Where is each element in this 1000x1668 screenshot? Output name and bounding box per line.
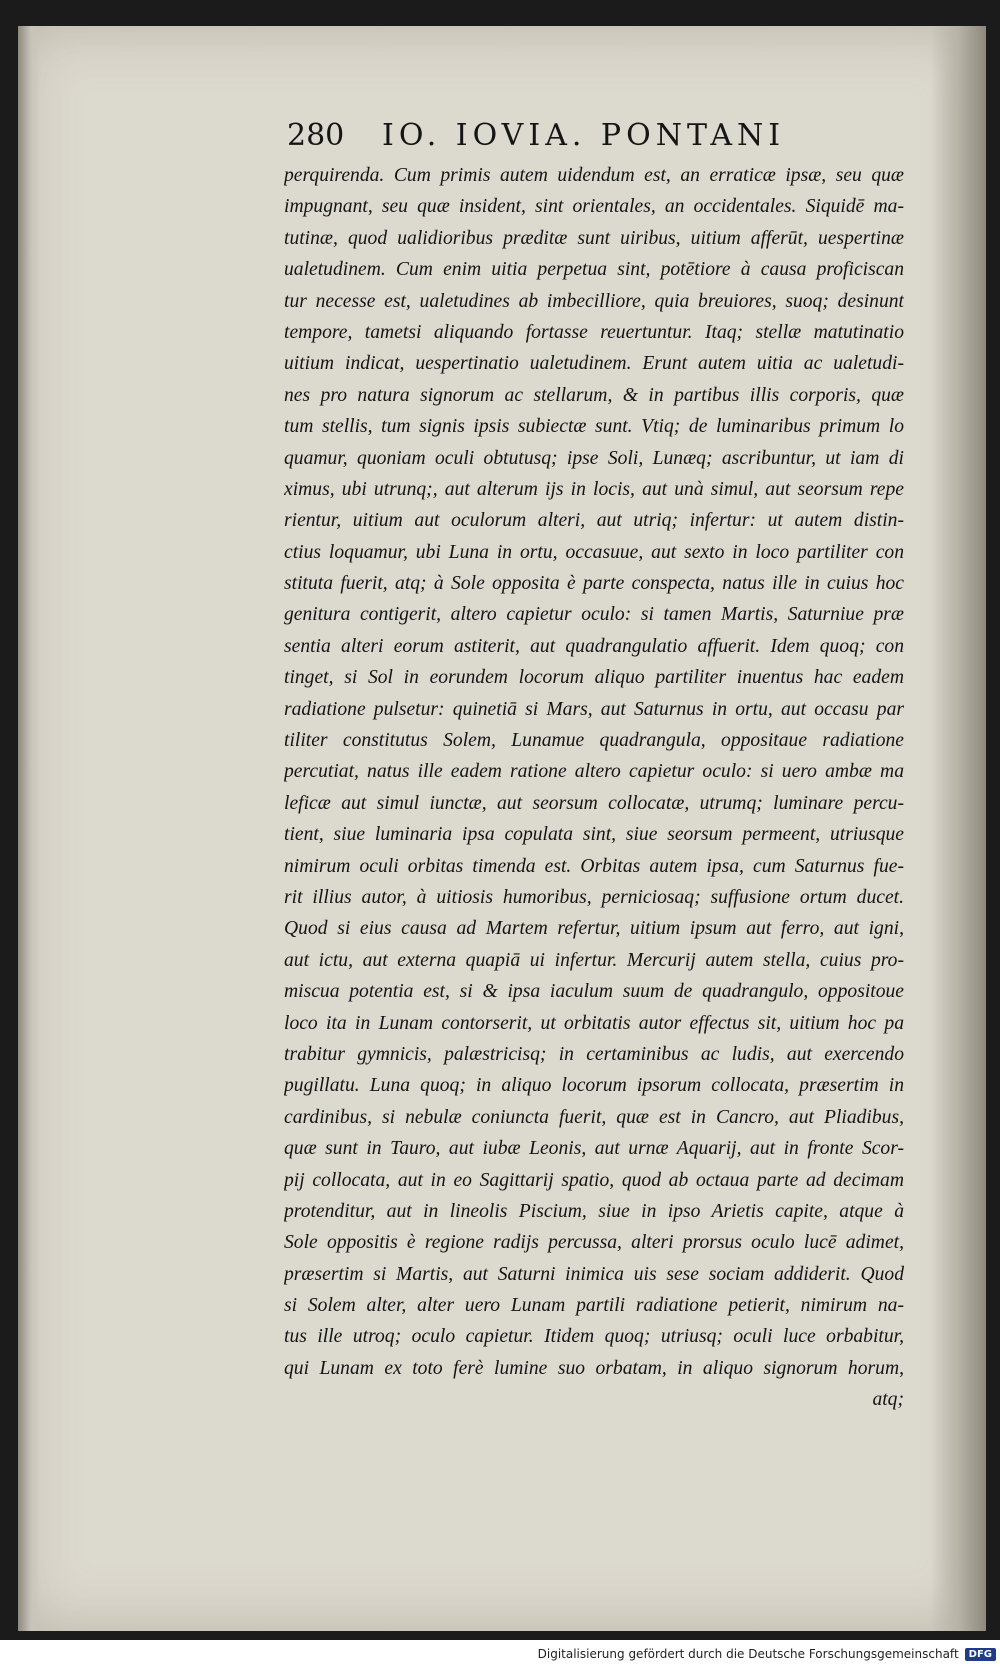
- text-line: percutiat, natus ille eadem ratione altero capietur oculo: si uero ambæ ma: [284, 761, 904, 783]
- page-header: [287, 114, 847, 156]
- text-line: pugillatu. Luna quoq; in aliquo locorum ipsorum collocata, præsertim in: [284, 1075, 904, 1097]
- text-line: nimirum oculi orbitas timenda est. Orbitas autem ipsa, cum Saturnus fue-: [284, 855, 904, 877]
- text-line: aut ictu, aut externa quapiā ui infertur. Mercurij autem stella, cuius pro-: [284, 949, 904, 971]
- text-line: uitium indicat, uespertinatio ualetudinem. Erunt autem uitia ac ualetudi-: [284, 353, 904, 375]
- text-line: miscua potentia est, si & ipsa iaculum suum de quadrangulo, oppositoue: [284, 981, 904, 1003]
- text-line: genitura contigerit, altero capietur oculo: si tamen Martis, Saturniue præ: [284, 604, 904, 626]
- text-line: tempore, tametsi aliquando fortasse reuertuntur. Itaq; stellæ matutinatio: [284, 321, 904, 343]
- text-line: si Solem alter, alter uero Lunam partili radiatione petierit, nimirum na-: [284, 1295, 904, 1317]
- text-line: cardinibus, si nebulæ coniuncta fuerit, quæ est in Cancro, aut Pliadibus,: [284, 1106, 904, 1128]
- text-line: sentia alteri eorum astiterit, aut quadrangulatio affuerit. Idem quoq; con: [284, 635, 904, 657]
- text-line: tient, siue luminaria ipsa copulata sint, siue seorsum permeent, utriusque: [284, 824, 904, 846]
- page-edge-shadow: [930, 26, 986, 1631]
- text-line: rit illius autor, à uitiosis humoribus, perniciosaq; suffusione ortum ducet.: [284, 886, 904, 908]
- text-line: radiatione pulsetur: quinetiā si Mars, aut Saturnus in ortu, aut occasu par: [284, 698, 904, 720]
- text-line: Sole oppositis è regione radijs percussa, alteri prorsus oculo lucē adimet,: [284, 1232, 904, 1254]
- text-line: impugnant, seu quæ insident, sint orientales, an occidentales. Siquidē ma-: [284, 196, 904, 218]
- running-head: IO. IOVIA. PONTANI: [382, 117, 786, 153]
- text-line: trabitur gymnicis, palæstricisq; in certaminibus ac ludis, aut exercendo: [284, 1043, 904, 1065]
- text-line: præsertim si Martis, aut Saturni inimica uis sese sociam addiderit. Quod: [284, 1263, 904, 1285]
- text-line: nes pro natura signorum ac stellarum, & in partibus illis corporis, quæ: [284, 384, 904, 406]
- page-gutter-shadow: [18, 26, 40, 1631]
- text-line: quæ sunt in Tauro, aut iubæ Leonis, aut urnæ Aquarij, aut in fronte Scor-: [284, 1138, 904, 1160]
- text-line: tinget, si Sol in eorundem locorum aliquo partiliter inuentus hac eadem: [284, 667, 904, 689]
- text-line: qui Lunam ex toto ferè lumine suo orbatam, in aliquo signorum horum,: [284, 1357, 904, 1379]
- text-line: stituta fuerit, atq; à Sole opposita è parte conspecta, natus ille in cuius hoc: [284, 573, 904, 595]
- text-line: rientur, uitium aut oculorum alteri, aut utriq; infertur: ut autem distin-: [284, 510, 904, 532]
- text-line: ualetudinem. Cum enim uitia perpetua sint, potētiore à causa proficiscan: [284, 259, 904, 281]
- body-text: [284, 160, 904, 1416]
- text-line: quamur, quoniam oculi obtutusq; ipse Soli, Lunæq; ascribuntur, ut iam di: [284, 447, 904, 469]
- text-line: tum stellis, tum signis ipsis subiectæ sunt. Vtiq; de luminaribus primum lo: [284, 416, 904, 438]
- text-line: Quod si eius causa ad Martem refertur, uitium ipsum aut ferro, aut igni,: [284, 918, 904, 940]
- text-line: ximus, ubi utrunq;, aut alterum ijs in locis, aut unà simul, aut seorsum repe: [284, 478, 904, 500]
- text-line: tiliter constitutus Solem, Lunamue quadrangula, oppositaue radiatione: [284, 730, 904, 752]
- text-line: tutinæ, quod ualidioribus præditæ sunt uiribus, uitium afferūt, uespertinæ: [284, 227, 904, 249]
- text-line: protenditur, aut in lineolis Piscium, siue in ipso Arietis capite, atque à: [284, 1200, 904, 1222]
- footer-bar: [0, 1640, 1000, 1668]
- text-line: ctius loquamur, ubi Luna in ortu, occasuue, aut sexto in loco partiliter con: [284, 541, 904, 563]
- text-line: tur necesse est, ualetudines ab imbecilliore, quia breuiores, suoq; desinunt: [284, 290, 904, 312]
- text-line: perquirenda. Cum primis autem uidendum est, an erraticæ ipsæ, seu quæ: [284, 165, 904, 186]
- text-line: loco ita in Lunam contorserit, ut orbitatis autor effectus sit, uitium hoc pa: [284, 1012, 904, 1034]
- page-number: 280: [287, 117, 345, 153]
- text-line: pij collocata, aut in eo Sagittarij spatio, quod ab octaua parte ad decimam: [284, 1169, 904, 1191]
- text-line: leficæ aut simul iunctæ, aut seorsum collocatæ, utrumq; luminare percu-: [284, 792, 904, 814]
- text-line: tus ille utroq; oculo capietur. Itidem quoq; utriusq; oculi luce orbabitur,: [284, 1326, 904, 1348]
- dfg-logo: DFG: [965, 1648, 996, 1661]
- funding-credit: Digitalisierung gefördert durch die Deutsche Forschungsgemeinschaft: [537, 1647, 959, 1661]
- text-line: atq;: [872, 1389, 904, 1411]
